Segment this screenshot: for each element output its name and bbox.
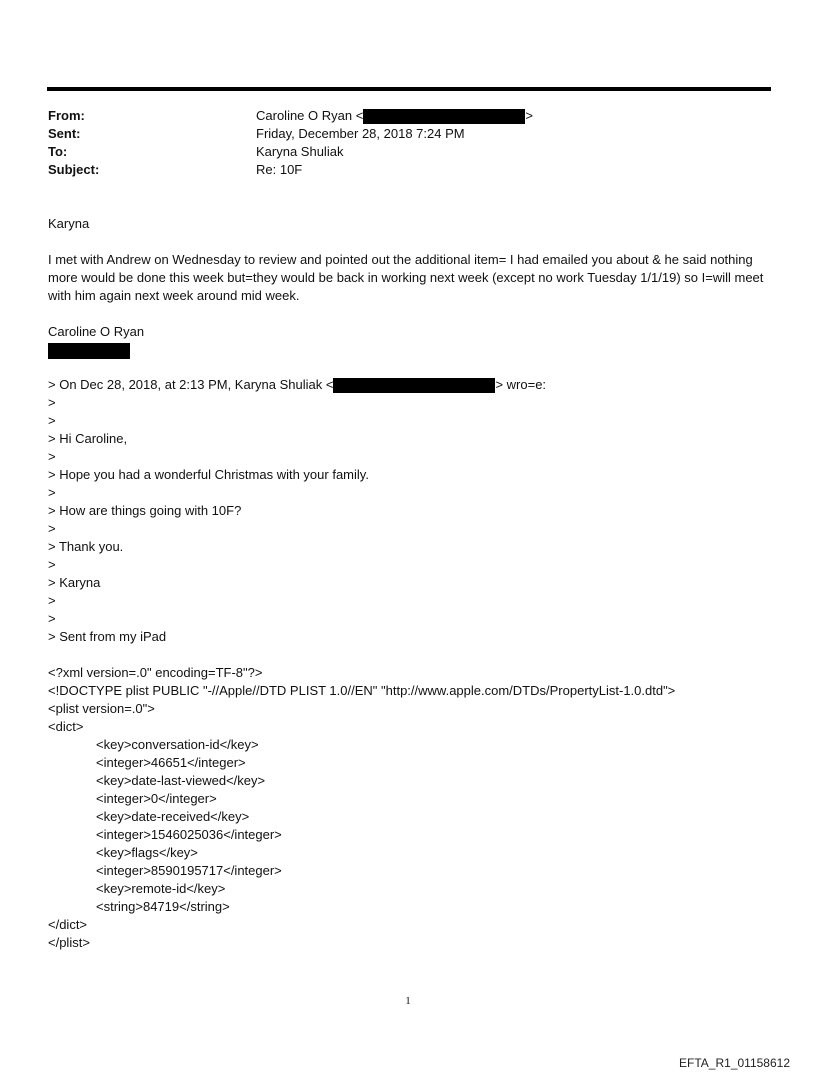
quoted-line: > (48, 449, 56, 464)
subject-label: Subject: (48, 162, 100, 177)
plist-entry: <key>conversation-id</key> (96, 737, 259, 752)
redaction-box (363, 109, 525, 124)
quoted-line: > Karyna (48, 575, 101, 590)
signature: Caroline O Ryan (48, 324, 145, 339)
bates-stamp: EFTA_R1_01158612 (679, 1056, 790, 1070)
plist-entry: <key>date-last-viewed</key> (96, 773, 266, 788)
sent-value: Friday, December 28, 2018 7:24 PM (256, 126, 465, 141)
greeting: Karyna (48, 216, 90, 231)
to-value: Karyna Shuliak (256, 144, 344, 159)
quoted-message (48, 376, 772, 646)
quoted-line: > (48, 557, 56, 572)
plist-line: <dict> (48, 719, 84, 734)
from-row (48, 107, 728, 125)
plist-entry: <integer>8590195717</integer> (96, 863, 282, 878)
plist-entry: <key>remote-id</key> (96, 881, 226, 896)
plist-line: </plist> (48, 935, 90, 950)
page-number: 1 (405, 995, 411, 1007)
plist-entry: <integer>1546025036</integer> (96, 827, 282, 842)
from-label: From: (48, 108, 85, 123)
to-label: To: (48, 144, 68, 159)
sent-row (48, 125, 728, 143)
plist-entry: <key>flags</key> (96, 845, 198, 860)
signature-redaction (48, 341, 772, 359)
quoted-intro-prefix: > On Dec 28, 2018, at 2:13 PM, Karyna Shuliak < (48, 377, 334, 392)
quoted-line: > How are things going with 10F? (48, 503, 242, 518)
plist-block (48, 664, 772, 952)
quoted-line: > (48, 593, 56, 608)
subject-value: Re: 10F (256, 162, 303, 177)
from-name: Caroline O Ryan < (256, 108, 364, 123)
plist-entry: <string>84719</string> (96, 899, 230, 914)
from-value (256, 107, 533, 125)
quoted-line: > Hope you had a wonderful Christmas with your family. (48, 467, 369, 482)
quoted-intro-suffix: > wro=e: (495, 377, 547, 392)
subject-row (48, 161, 728, 179)
plist-entry: <integer>46651</integer> (96, 755, 246, 770)
redaction-box (48, 343, 130, 359)
quoted-line: > (48, 485, 56, 500)
to-row (48, 143, 728, 161)
quoted-line: > (48, 395, 56, 410)
plist-line: <!DOCTYPE plist PUBLIC "-//Apple//DTD PLIST 1.0//EN" "http://www.apple.com/DTDs/PropertyList-1.0.dtd"> (48, 683, 676, 698)
plist-line: <?xml version=.0" encoding=TF-8"?> (48, 665, 263, 680)
quoted-line: > Sent from my iPad (48, 629, 167, 644)
header-rule (47, 87, 771, 91)
plist-line: </dict> (48, 917, 88, 932)
from-close: > (525, 108, 533, 123)
plist-entry: <key>date-received</key> (96, 809, 250, 824)
plist-line: <plist version=.0"> (48, 701, 155, 716)
quoted-intro (48, 376, 772, 394)
quoted-line: > (48, 413, 56, 428)
quoted-line: > (48, 521, 56, 536)
quoted-line: > Thank you. (48, 539, 124, 554)
quoted-line: > Hi Caroline, (48, 431, 128, 446)
body-paragraph: I met with Andrew on Wednesday to review and pointed out the additional item= I had emailed you about & he said nothing more would be done this week but=they would be back in working next week (except no work Tuesday 1/1/19) so I=will meet with him again next week around mid week. (48, 252, 764, 303)
sent-label: Sent: (48, 126, 81, 141)
redaction-box (333, 378, 495, 393)
quoted-line: > (48, 611, 56, 626)
email-body (48, 215, 772, 359)
plist-entry: <integer>0</integer> (96, 791, 217, 806)
